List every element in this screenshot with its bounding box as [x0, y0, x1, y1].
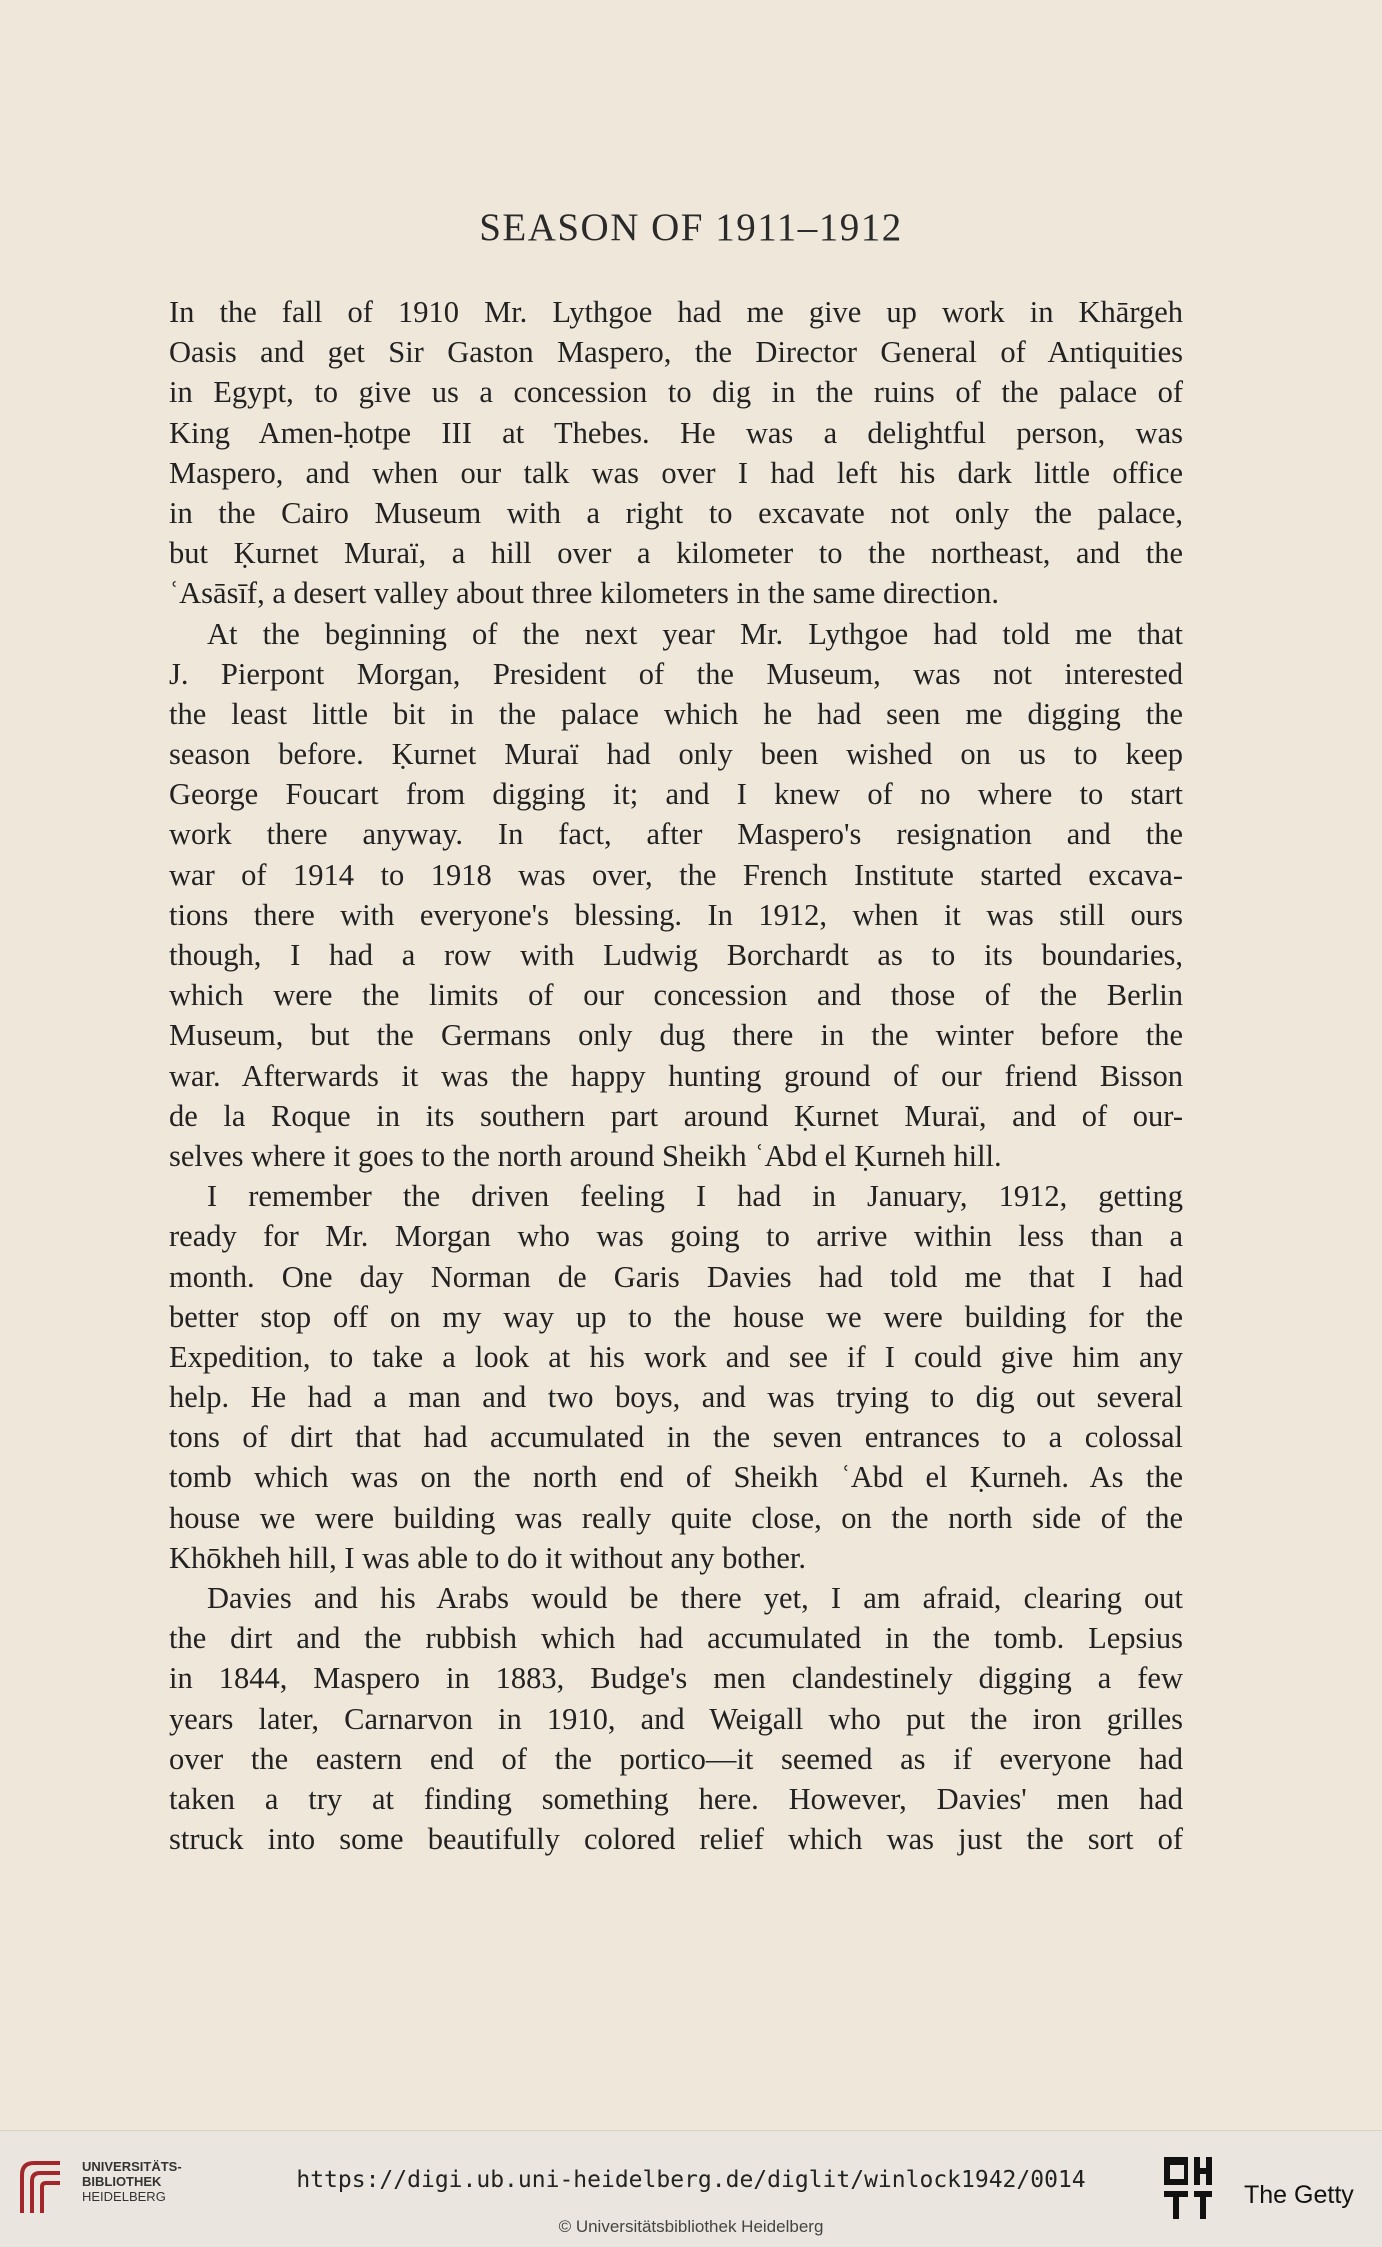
- text-line: J. Pierpont Morgan, President of the Museum, was not interested: [169, 656, 1183, 691]
- text-line: ʿAsāsīf, a desert valley about three kilometers in the same direction.: [169, 576, 999, 611]
- text-line: over the eastern end of the portico—it seemed as if everyone had: [169, 1741, 1183, 1776]
- text-line: Museum, but the Germans only dug there in the winter before the: [169, 1018, 1183, 1053]
- text-line: Khōkheh hill, I was able to do it without any bother.: [169, 1540, 807, 1575]
- text-line: tons of dirt that had accumulated in the seven entrances to a colossal: [169, 1420, 1183, 1455]
- text-line: taken a try at finding something here. However, Davies' men had: [169, 1781, 1183, 1816]
- text-line: season before. Ḳurnet Muraï had only been wished on us to keep: [169, 737, 1183, 772]
- text-line: which were the limits of our concession and those of the Berlin: [169, 978, 1183, 1013]
- text-line: in 1844, Maspero in 1883, Budge's men clandestinely digging a few: [169, 1661, 1183, 1696]
- text-line: tions there with everyone's blessing. In 1912, when it was still ours: [169, 897, 1183, 932]
- text-line: I remember the driven feeling I had in January, 1912, getting: [207, 1179, 1183, 1214]
- text-line: work there anyway. In fact, after Maspero's resignation and the: [169, 817, 1183, 852]
- library-name-line: UNIVERSITÄTS-: [82, 2159, 182, 2174]
- text-line: Oasis and get Sir Gaston Maspero, the Director General of Antiquities: [169, 335, 1183, 370]
- text-line: help. He had a man and two boys, and was trying to dig out several: [169, 1380, 1183, 1415]
- text-line: struck into some beautifully colored relief which was just the sort of: [169, 1822, 1183, 1857]
- text-line: Expedition, to take a look at his work and see if I could give him any: [169, 1339, 1183, 1374]
- text-line: Maspero, and when our talk was over I had left his dark little office: [169, 455, 1183, 490]
- text-line: ready for Mr. Morgan who was going to arrive within less than a: [169, 1219, 1183, 1254]
- text-line: war. Afterwards it was the happy hunting ground of our friend Bisson: [169, 1058, 1183, 1093]
- text-line: month. One day Norman de Garis Davies had told me that I had: [169, 1259, 1183, 1294]
- viewer-footer: [0, 2130, 1382, 2247]
- text-line: but Ḳurnet Muraï, a hill over a kilometer to the northeast, and the: [169, 536, 1183, 571]
- text-line: At the beginning of the next year Mr. Lythgoe had told me that: [207, 616, 1183, 651]
- text-line: better stop off on my way up to the house we were building for the: [169, 1299, 1183, 1334]
- library-name-line: BIBLIOTHEK: [82, 2174, 162, 2189]
- page-title: SEASON OF 1911–1912: [479, 206, 903, 249]
- text-line: selves where it goes to the north around Sheikh ʿAbd el Ḳurneh hill.: [169, 1138, 1002, 1173]
- getty-logo-icon: [1160, 2153, 1222, 2225]
- text-line: in the Cairo Museum with a right to excavate not only the palace,: [169, 495, 1183, 530]
- text-line: de la Roque in its southern part around Ḳurnet Muraï, and of our-: [169, 1098, 1183, 1133]
- text-line: years later, Carnarvon in 1910, and Weigall who put the iron grilles: [169, 1701, 1183, 1736]
- library-name-line: HEIDELBERG: [82, 2189, 166, 2204]
- text-line: in Egypt, to give us a concession to dig in the ruins of the palace of: [169, 375, 1183, 410]
- text-line: In the fall of 1910 Mr. Lythgoe had me give up work in Khārgeh: [169, 295, 1183, 329]
- copyright-notice: © Universitätsbibliothek Heidelberg: [558, 2217, 824, 2236]
- text-line: tomb which was on the north end of Sheikh ʿAbd el Ḳurneh. As the: [169, 1460, 1183, 1495]
- body-text: [169, 292, 1183, 1859]
- text-line: war of 1914 to 1918 was over, the French Institute started excava-: [169, 857, 1183, 892]
- text-line: King Amen-ḥotpe III at Thebes. He was a delightful person, was: [169, 415, 1183, 450]
- permalink-url[interactable]: https://digi.ub.uni-heidelberg.de/diglit/winlock1942/0014: [296, 2167, 1086, 2193]
- text-line: though, I had a row with Ludwig Borchardt as to its boundaries,: [169, 938, 1183, 972]
- text-line: George Foucart from digging it; and I knew of no where to start: [169, 777, 1183, 812]
- text-line: house we were building was really quite close, on the north side of the: [169, 1500, 1183, 1535]
- text-line: the least little bit in the palace which he had seen me digging the: [169, 696, 1183, 731]
- text-line: Davies and his Arabs would be there yet, I am afraid, clearing out: [207, 1581, 1183, 1615]
- getty-name: The Getty: [1244, 2181, 1354, 2209]
- text-line: the dirt and the rubbish which had accumulated in the tomb. Lepsius: [169, 1621, 1183, 1656]
